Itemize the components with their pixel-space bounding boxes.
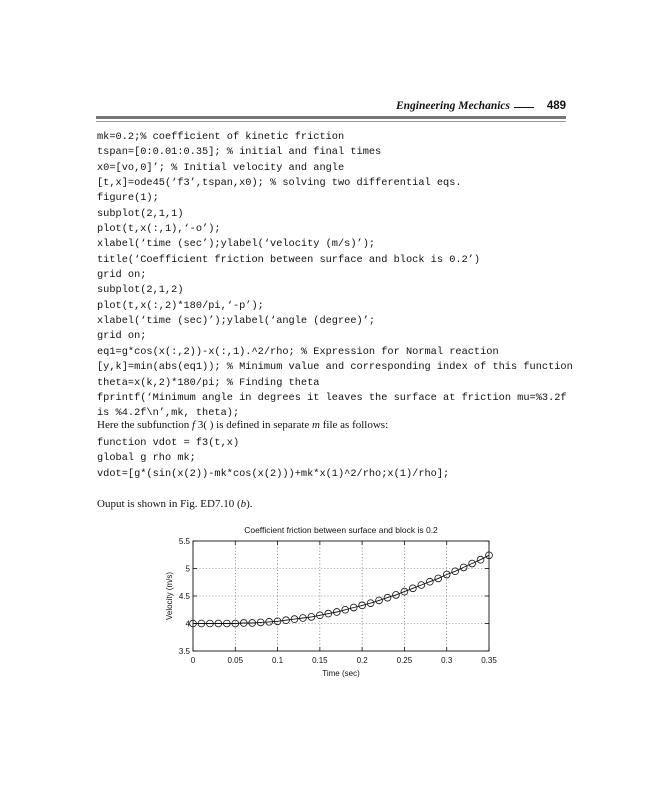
prose-text: Here the subfunction bbox=[97, 419, 192, 431]
prose-text: file as follows: bbox=[320, 419, 389, 431]
code-line: tspan=[0:0.01:0.35]; % initial and final times bbox=[97, 146, 382, 159]
code-line: fprintf(‘Minimum angle in degrees it leaves the surface at friction mu=%3.2f bbox=[97, 391, 567, 404]
x-tick-label: 0.3 bbox=[441, 656, 453, 665]
code-line: grid on; bbox=[97, 269, 147, 282]
x-tick-label: 0.25 bbox=[396, 656, 413, 665]
code-line: global g rho mk; bbox=[97, 452, 196, 465]
code-line: vdot=[g*(sin(x(2))-mk*cos(x(2)))+mk*x(1)^2/rho;x(1)/rho]; bbox=[97, 467, 450, 480]
code-line: is %4.2f\n’,mk, theta); bbox=[97, 407, 240, 420]
y-axis-label: Velocity (m/s) bbox=[165, 571, 174, 621]
code-line: grid on; bbox=[97, 330, 147, 343]
x-tick-label: 0.05 bbox=[227, 656, 244, 665]
code-line: x0=[vo,0]’; % Initial velocity and angle bbox=[97, 161, 345, 174]
y-tick-label: 4 bbox=[185, 619, 190, 629]
code-line: xlabel(‘time (sec’);ylabel(‘velocity (m/s)’); bbox=[97, 238, 376, 251]
code-line: xlabel(‘time (sec)’);ylabel(‘angle (degree)’; bbox=[97, 315, 376, 328]
code-line: [t,x]=ode45(‘f3’,tspan,x0); % solving two differential eqs. bbox=[97, 177, 462, 190]
prose-text: ). bbox=[246, 498, 253, 510]
y-tick-label: 4.5 bbox=[178, 592, 190, 601]
x-axis-label: Time (sec) bbox=[322, 669, 360, 678]
code-line: eq1=g*cos(x(:,2))-x(:,1).^2/rho; % Expression for Normal reaction bbox=[97, 345, 499, 358]
book-title: Engineering Mechanics bbox=[395, 100, 510, 112]
code-line: figure(1); bbox=[97, 192, 159, 205]
prose-italic: b bbox=[240, 498, 247, 510]
code-line: title(‘Coefficient friction between surface and block is 0.2’) bbox=[97, 253, 481, 266]
code-line: subplot(2,1,2) bbox=[97, 284, 184, 297]
prose-italic: m bbox=[312, 419, 320, 431]
prose-text: Ouput is shown in Fig. ED7.10 ( bbox=[97, 498, 241, 510]
prose-italic: f bbox=[192, 419, 196, 431]
y-tick-label: 5.5 bbox=[178, 537, 190, 546]
page-number: 489 bbox=[546, 100, 566, 112]
x-tick-label: 0.15 bbox=[312, 656, 328, 665]
code-line: theta=x(k,2)*180/pi; % Finding theta bbox=[97, 376, 320, 389]
x-tick-label: 0 bbox=[190, 656, 196, 665]
y-tick-label: 3.5 bbox=[178, 647, 190, 656]
x-tick-label: 0.2 bbox=[356, 656, 368, 665]
code-line: mk=0.2;% coefficient of kinetic friction bbox=[97, 131, 345, 143]
x-tick-label: 0.1 bbox=[272, 656, 284, 665]
y-tick-label: 5 bbox=[185, 564, 190, 574]
code-line: subplot(2,1,1) bbox=[97, 207, 184, 220]
prose-text: 3( ) is defined in separate bbox=[195, 419, 313, 431]
code-line: plot(t,x(:,2)*180/pi,‘-p’); bbox=[97, 299, 264, 312]
x-tick-label: 0.35 bbox=[481, 656, 497, 665]
code-line: function vdot = f3(t,x) bbox=[97, 437, 240, 449]
code-line: plot(t,x(:,1),‘-o’); bbox=[97, 223, 221, 236]
chart-title: Coefficient friction between surface and block is 0.2 bbox=[244, 525, 438, 535]
code-line: [y,k]=min(abs(eq1)); % Minimum value and corresponding index of this function bbox=[97, 361, 573, 374]
